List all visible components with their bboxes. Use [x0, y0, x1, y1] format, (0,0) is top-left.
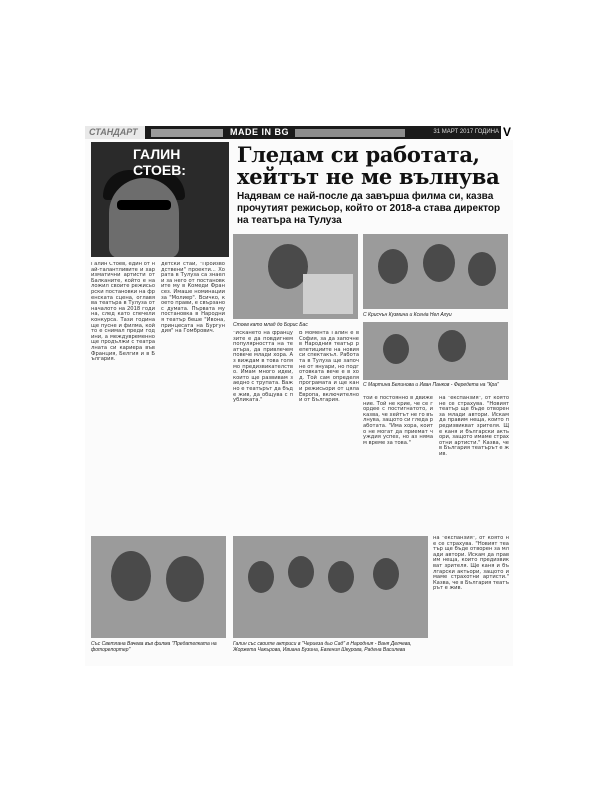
hero-photo — [91, 142, 229, 257]
body-column-2: детски стаи, "Производствени" проекти... Хората в Тулуза са знаели за него от постановките му в Комеди Франсез. Имаше номинации за "Молиер". Всичко, което прави, е свързано с думата. Първата му постановка в Народния театър беше "Ивона, принцесата на Бургундия" на Гомбрович. — [161, 262, 225, 335]
body-column-4: В момента Галин е в София, за да започне в Народния театър репетициите на новия си спектакъл. Работата в Тулуза ще започне от януари, но подготовката вече е в ход. Той сам определя програмата и ще кани режисьори от цяла Европа, включително и от България. — [299, 331, 359, 404]
masthead-date: 31 МАРТ 2017 ГОДИНА — [433, 129, 499, 135]
photo-a-figure — [268, 244, 308, 289]
hero-sunglasses-shape — [117, 200, 171, 210]
headline-line2: хейтът не ме вълнува — [237, 164, 500, 189]
body-column-1: Галин Стоев, един от най-талантливите и харизматични артисти от Балканите, който е наложил своите режисьорски постановки на френската сцена, оглавява театъра в Тулуза от началото на 2018 година, след като спечели конкурса. Тази година ще пусне и филма, който е снимал преди години, а междувременно ще продължи с театралната си кариера във Франция, Белгия и в България. — [91, 262, 155, 363]
photo-a — [233, 234, 358, 319]
photo-e-figure-3 — [328, 561, 354, 593]
body-column-3: "Искането на французите е да повдигнем популярността на театъра, да привлечем повече млади хора. Аз виждам в това голямо предизвикателство. Имам много идеи, които ще развивам заедно с трупата. Важно е театърът да бъде жив, да общува с публиката." — [233, 331, 293, 404]
photo-b-figure-3 — [468, 252, 496, 286]
body-column-7: на "експанзия", от която не се страхува. "Новият театър ще бъде отворен за млади автори. Искам да правим неща, които предизвикват зрителя. Ще каня и български актьори, защото имаме страхотни артисти." Казва, че в България театърът е жив. — [433, 536, 509, 592]
hero-face-shape — [109, 178, 179, 257]
headline-line1: Гледам си работата, — [237, 142, 480, 167]
photo-e — [233, 536, 428, 638]
photo-e-figure-1 — [248, 561, 274, 593]
masthead-section: MADE IN BG — [230, 127, 289, 137]
photo-c-figure-1 — [383, 334, 409, 364]
masthead-bar — [85, 126, 513, 139]
hero-name-line2: СТОЕВ: — [133, 162, 186, 178]
masthead-decor-band — [151, 129, 223, 137]
caption-photo-b: С Крисчън Кузмина и Ксенia Нел Алуи — [363, 312, 452, 318]
photo-d-figure-2 — [166, 556, 204, 602]
photo-a-highlight — [303, 274, 353, 314]
photo-d-figure-1 — [111, 551, 151, 601]
masthead-section-left: СТАНДАРТ — [85, 126, 145, 139]
photo-e-figure-2 — [288, 556, 314, 588]
caption-photo-c: С Мартина Белинова и Иван Панков - Фередета на "Кра" — [363, 382, 499, 388]
newspaper-page — [85, 126, 513, 666]
masthead-decor-band-2 — [295, 129, 405, 137]
photo-d — [91, 536, 226, 638]
caption-photo-d: Със Светлана Вачева във филма "Предателката на фоторепортер" — [91, 641, 217, 653]
photo-c-figure-2 — [438, 330, 466, 362]
body-column-6: на "експанзия", от която не се страхува. "Новият театър ще бъде отворен за млади автори. Искам да правим неща, които предизвикват зрителя. Ще каня и български актьори, защото имаме страхотни артисти." Казва, че в България театърът е жив. — [439, 396, 509, 457]
body-column-5: той е постоянно в движение. Той не крие, че се гордее с постигнатото, и казва, че хейтът не го вълнува, защото си гледа работата. "Има хора, които не могат да приемат чуждия успех, но аз нямам време за това." — [363, 396, 433, 446]
caption-photo-a: Стоев като млад до Борис Бас — [233, 322, 308, 328]
photo-b — [363, 234, 508, 309]
photo-c — [363, 322, 508, 380]
photo-b-figure-1 — [378, 249, 408, 284]
deck-subheadline: Надявам се най-после да завърша филма си, казва прочутият режисьор, който от 2018-а става директор на театъра на Тулуза — [237, 191, 501, 226]
caption-photo-e: Галин със своите актриси в "Чериеза дьо Сад" в Народния - Ваня Делчева, Жоржета Чакърова, Ивиана Бузина, Евгения Шкурова, Радена Василева — [233, 641, 412, 653]
headline — [237, 144, 512, 188]
hero-name-overlay — [133, 146, 186, 178]
page-letter: V — [502, 125, 511, 139]
hero-name-line1: ГАЛИН — [133, 146, 181, 162]
photo-e-figure-4 — [373, 558, 399, 590]
photo-b-figure-2 — [423, 244, 455, 282]
